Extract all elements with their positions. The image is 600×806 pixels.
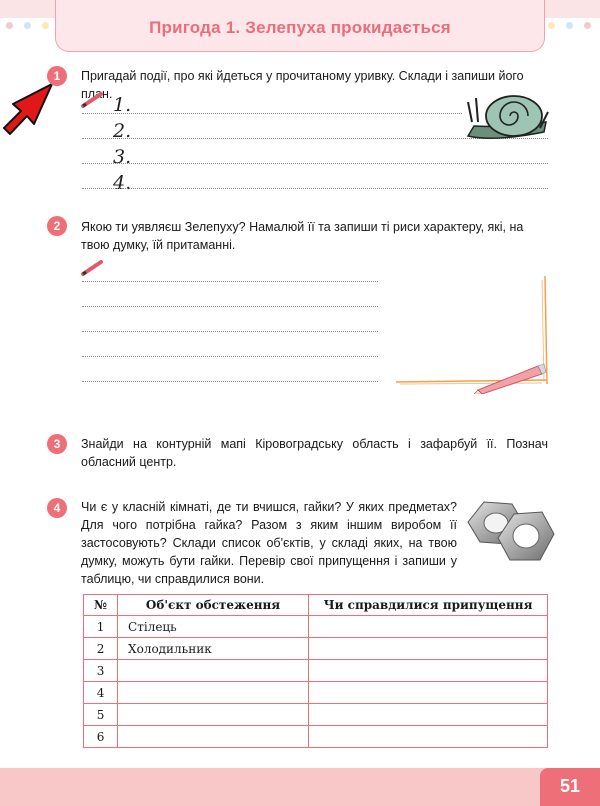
writing-line[interactable]	[82, 113, 462, 114]
task-number: 4	[47, 498, 67, 518]
object-cell[interactable]	[118, 682, 309, 704]
writing-line[interactable]	[82, 331, 378, 332]
task-4-text: Чи є у класній кімнаті, де ти вчишся, гайки? У яких предметах? Для чого потрібна гайка? Разом з яким іншим виробом її застосовують? Склади список об'єктів, у складі яких, на твою думку, можуть бути гайки. Перевір свої припущення і запиши у таблицю, чи справдилися вони.	[81, 500, 457, 586]
row-number: 5	[84, 704, 118, 726]
row-number: 1	[84, 616, 118, 638]
result-cell[interactable]	[309, 616, 548, 638]
pencil-icon	[80, 90, 106, 110]
table-row	[84, 638, 548, 660]
row-number: 2	[84, 638, 118, 660]
task-number: 2	[47, 216, 67, 236]
object-cell[interactable]: Стілець	[118, 616, 309, 638]
row-number: 4	[84, 682, 118, 704]
row-number: 3	[84, 660, 118, 682]
column-header: Чи справдилися припущення	[309, 595, 548, 616]
writing-line[interactable]	[82, 281, 378, 282]
table-row	[84, 726, 548, 748]
drawing-frame[interactable]	[392, 272, 554, 394]
task-1-text: Пригадай події, про які йдеться у прочитаному уривку. Склади і запиши його план.	[81, 69, 524, 101]
result-cell[interactable]	[309, 726, 548, 748]
plan-number: 2.	[113, 120, 132, 142]
plan-number: 3.	[113, 146, 132, 168]
page-title: Пригода 1. Зелепуха прокидається	[149, 18, 451, 37]
table-row	[84, 616, 548, 638]
result-cell[interactable]	[309, 682, 548, 704]
task-number: 3	[47, 434, 67, 454]
results-table	[83, 594, 548, 748]
writing-line[interactable]	[82, 306, 378, 307]
table-row	[84, 682, 548, 704]
column-header: Об'єкт обстеження	[118, 595, 309, 616]
task-3-text: Знайди на контурній мапі Кіровоградську область і зафарбуй її. Познач обласний центр.	[81, 437, 548, 469]
table-row	[84, 660, 548, 682]
snail-illustration	[464, 92, 550, 144]
task-number: 1	[47, 66, 67, 86]
column-header: №	[84, 595, 118, 616]
red-arrow-icon	[0, 80, 60, 142]
plan-number: 1.	[113, 94, 132, 116]
writing-line[interactable]	[82, 188, 548, 189]
plan-number: 4.	[113, 172, 132, 194]
object-cell[interactable]	[118, 704, 309, 726]
table-header-row	[84, 595, 548, 616]
result-cell[interactable]	[309, 638, 548, 660]
writing-line[interactable]	[82, 381, 378, 382]
pencil-icon	[80, 258, 106, 278]
object-cell[interactable]	[118, 660, 309, 682]
writing-line[interactable]	[82, 163, 548, 164]
object-cell[interactable]: Холодильник	[118, 638, 309, 660]
object-cell[interactable]	[118, 726, 309, 748]
table-row	[84, 704, 548, 726]
result-cell[interactable]	[309, 660, 548, 682]
result-cell[interactable]	[309, 704, 548, 726]
row-number: 6	[84, 726, 118, 748]
page-number: 51	[559, 776, 581, 796]
footer-band	[0, 768, 600, 806]
hex-nuts-illustration	[464, 496, 556, 568]
writing-line[interactable]	[82, 356, 378, 357]
pencil-illustration	[472, 364, 546, 394]
task-2-text: Якою ти уявляєш Зелепуху? Намалюй її та запиши ті риси характеру, які, на твою думку, їй притаманні.	[81, 220, 524, 252]
